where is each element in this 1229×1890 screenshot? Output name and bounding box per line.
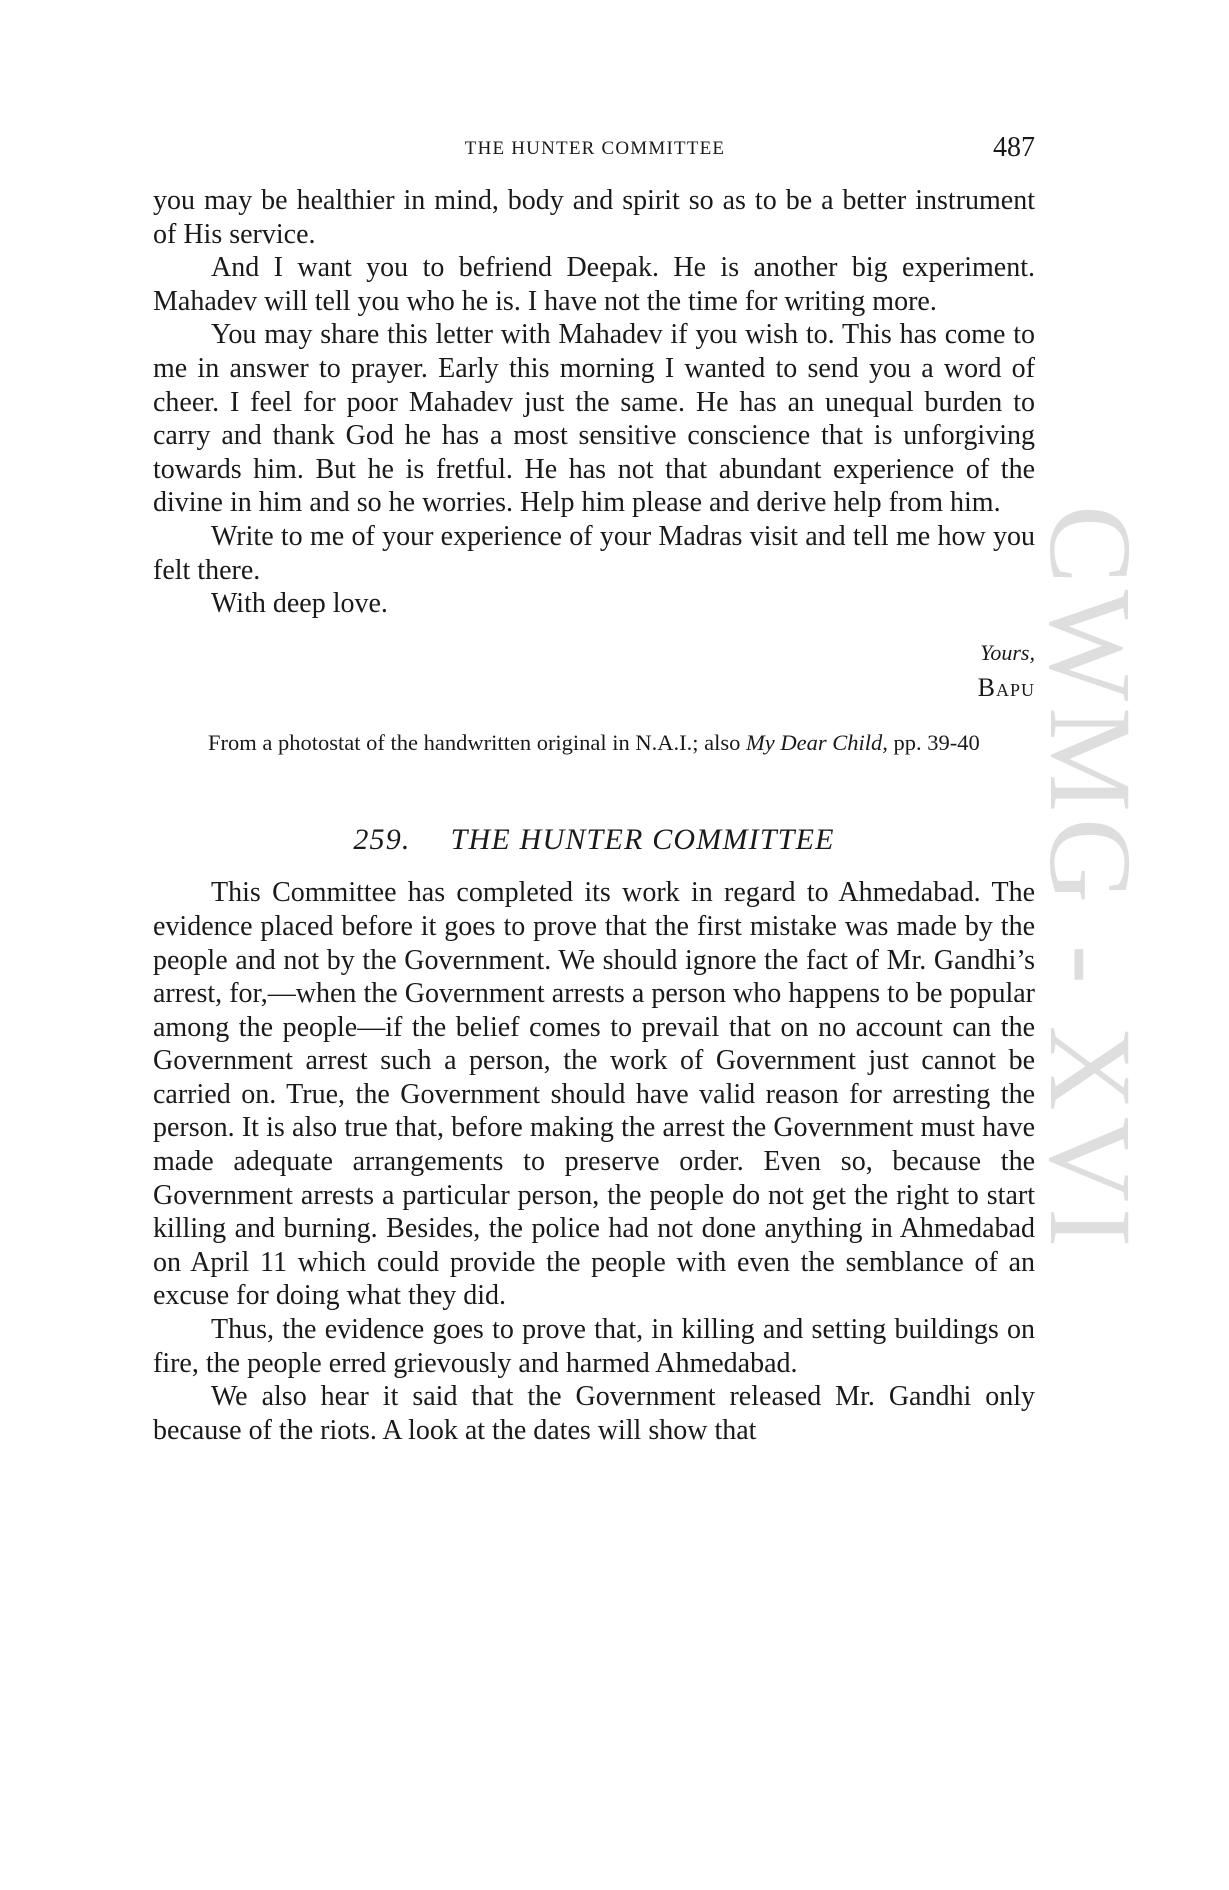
running-head <box>155 132 1035 172</box>
page-number: 487 <box>993 132 1035 163</box>
source-title-part2: Child, <box>832 729 888 755</box>
source-title-part1: My Dear <box>746 729 827 755</box>
source-pages: pp. 39-40 <box>893 729 980 755</box>
section-heading <box>153 823 1035 857</box>
letter-closing: Yours, <box>980 639 1035 665</box>
letter-signature: Bapu <box>977 672 1035 702</box>
letter-paragraph-5: With deep love. <box>211 588 388 620</box>
running-title: THE HUNTER COMMITTEE <box>464 138 726 159</box>
source-prefix: From a photostat of the handwritten original in N.A.I.; also <box>208 729 741 755</box>
letter-paragraph-1: you may be healthier in mind, body and spirit so as to be a better instrument of His service. <box>153 185 1035 250</box>
letter-paragraph-4: Write to me of your experience of your Madras visit and tell me how you felt there. <box>153 520 1035 586</box>
watermark <box>1025 505 1156 1405</box>
section-title: THE HUNTER COMMITTEE <box>450 822 835 856</box>
letter-signoff <box>153 637 1035 707</box>
section-paragraph-1: This Committee has completed its work in regard to Ahmedabad. The evidence placed before it goes to prove that the first mistake was made by the people and not by the Government. We should ignore the fact of Mr. Gandhi’s arrest, for,—when the Government arrests a person who happens to be popular among the people—if the belief comes to prevail that on no account can the Government arrest such a person, the work of Government just cannot be carried on. True, the Government should have valid reason for arresting the person. It is also true that, before making the arrest the Government must have made adequate arrangements to preserve order. Even so, because the Government arrests a particular person, the people do not get the right to start killing and burning. Besides, the police had not done anything in Ahmedabad on April 11 which could provide the people with even the semblance of an excuse for doing what they did. <box>153 877 1035 1312</box>
watermark-text: CWMG - XVI <box>1025 505 1156 1254</box>
section-number: 259. <box>353 822 411 856</box>
section-paragraph-2: Thus, the evidence goes to prove that, in killing and setting buildings on fire, the people erred grievously and harmed Ahmedabad. <box>153 1314 1035 1379</box>
page-body <box>153 184 1035 1447</box>
section-paragraph-3: We also hear it said that the Government released Mr. Gandhi only because of the riots. A look at the dates will show that <box>153 1381 1035 1446</box>
source-note <box>153 725 1035 761</box>
letter-paragraph-3: You may share this letter with Mahadev if you wish to. This has come to me in answer to prayer. Early this morning I wanted to send you a word of cheer. I feel for poor Mahadev just the same. He has an unequal burden to carry and thank God he has a most sensitive conscience that is unforgiving towards him. But he is fretful. He has not that abundant experience of the divine in him and so he worries. Help him please and derive help from him. <box>153 319 1035 519</box>
letter-paragraph-2: And I want you to befriend Deepak. He is another big experiment. Mahadev will tell you who he is. I have not the time for writing more. <box>153 252 1035 317</box>
